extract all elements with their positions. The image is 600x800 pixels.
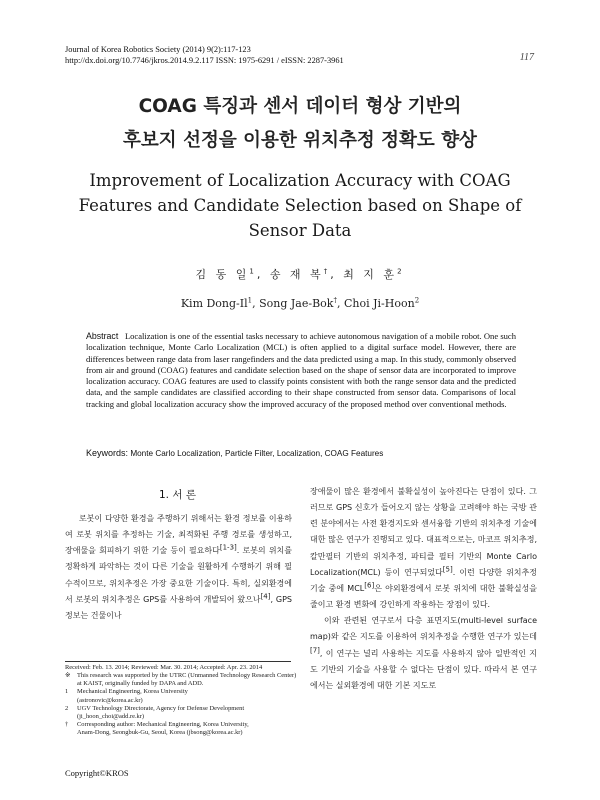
citation-ref: [5] bbox=[442, 565, 453, 574]
affiliation-mark: 2 bbox=[397, 267, 405, 276]
keywords-text: Monte Carlo Localization, Particle Filter, Localization, COAG Features bbox=[130, 449, 384, 458]
body-column-right bbox=[310, 484, 537, 694]
affiliation-note-1 bbox=[65, 688, 297, 704]
citation-ref: [4] bbox=[260, 592, 271, 601]
citation-ref: [6] bbox=[364, 581, 375, 590]
note-mark: † bbox=[65, 721, 69, 729]
section-heading: 1. 서 론 bbox=[159, 489, 196, 501]
abstract-label: Abstract bbox=[86, 331, 119, 341]
text-run: 은 야외환경에서 로봇 위치에 대한 불확실성을 줄이고 환경 변화에 강인하게 작용하는 장점이 있다. bbox=[310, 583, 538, 610]
paragraph bbox=[310, 484, 537, 613]
korean-title-line-2: 후보지 선정을 이용한 위치추정 정확도 향상 bbox=[123, 130, 477, 151]
keywords bbox=[86, 448, 526, 458]
author-3-english: Choi Ji-Hoon bbox=[343, 297, 415, 310]
author-1-korean: 김 동 일 bbox=[195, 268, 250, 281]
english-authors: Kim Dong-Il$^1$, Song Jae-Bok†, Choi Ji-Hoon$^2$ bbox=[180, 296, 420, 310]
doi-issn-line: http://dx.doi.org/10.7746/jkros.2014.9.2.117 ISSN: 1975-6291 / eISSN: 2287-3961 bbox=[65, 56, 344, 65]
abstract-text: Localization is one of the essential tasks necessary to achieve autonomous navigation of a mobile robot. One such localization technique, Monte Carlo Localization (MCL) is often applied to a digital surface model. However, there are differences between range data from laser rangefinders and the data predicted using a map. In this study, commonly observed from air and ground (COAG) features and candidate selection based on the shape of sensor data are incorporated to improve localization accuracy. COAG features are used to classify points consistent with both the range sensor data and the predicted data, and the sample candidates are classified according to their shape constructed from sensor data. Comparisons of local tracking and global localization accuracy show the improved accuracy of the proposed method over conventional methods. bbox=[86, 331, 516, 409]
note-mark: ※ bbox=[65, 672, 71, 680]
received-dates: Received: Feb. 13. 2014; Reviewed: Mar. 30. 2014; Accepted: Apr. 23. 2014 bbox=[65, 664, 263, 671]
note-text: UGV Technology Directorate, Agency for Defense Development bbox=[77, 704, 245, 712]
affiliation-mark: 1 bbox=[249, 267, 257, 276]
note-text: Anam-Dong, Seongbuk-Gu, Seoul, Korea (jbsong@korea.ac.kr) bbox=[77, 729, 243, 737]
english-title-line-3: Sensor Data bbox=[248, 221, 352, 240]
affiliation-mark: 2 bbox=[414, 296, 420, 305]
journal-header bbox=[65, 44, 344, 66]
author-3-korean: 최 지 훈 bbox=[343, 268, 398, 281]
korean-authors: 김 동 일$^1$, 송 재 복†, 최 지 훈$^2$ bbox=[195, 267, 405, 281]
citation-ref: [1-3] bbox=[219, 543, 237, 552]
footnote-rule bbox=[65, 661, 291, 662]
funding-note bbox=[65, 672, 297, 688]
body-column-left bbox=[65, 511, 292, 624]
text-run: 장애물이 많은 환경에서 불확실성이 높아진다는 단점이 있다. 그러므로 GPS 신호가 들어오지 않는 상황을 고려해야 하는 국방 관련 분야에서는 사전 환경지도와 센서융합 기반의 위치추정 기술에 대한 많은 연구가 진행되고 있다. 대표적으로는, 마코프 위치추정, 칼만필터 기반의 위치추정, 파티클 필터 기반의 Monte Carlo Localization(MCL) 등이 연구되었다 bbox=[310, 487, 537, 577]
note-text: Mechanical Engineering, Korea University bbox=[77, 688, 188, 696]
note-email: (ji_hoon_choi@add.re.kr) bbox=[77, 712, 145, 720]
keywords-label: Keywords: bbox=[86, 448, 129, 458]
text-run: 이와 관련된 연구로서 다층 표면지도(multi-level surface map)와 같은 지도를 이용하여 위치추정을 수행한 연구가 있는데 bbox=[310, 616, 537, 642]
text-run: . 로봇의 위치를 정확하게 파악하는 것이 다른 기술을 원활하게 수행하기 위해 필수적이므로, 위치추정은 가장 중요한 기술이다. 특히, 실외환경에서 로봇의 위치추정은 GPS를 사용하여 개발되어 왔으나 bbox=[65, 546, 292, 604]
text-run: , GPS 정보는 건물이나 bbox=[65, 594, 292, 620]
affiliation-mark: † bbox=[323, 267, 331, 276]
author-2-korean: 송 재 복 bbox=[269, 268, 324, 281]
english-title-line-2: Features and Candidate Selection based on Shape of bbox=[78, 196, 522, 215]
english-title bbox=[0, 168, 600, 243]
paragraph bbox=[65, 511, 292, 624]
author-2-english: Song Jae-Bok bbox=[259, 297, 334, 310]
text-run: , 이 연구는 널리 사용하는 지도를 사용하지 않아 일반적인 지도 기반의 기술을 사용할 수 없다는 단점이 있다. 따라서 본 연구에서는 실외환경에 대한 기본 지도로 bbox=[310, 648, 537, 690]
corresponding-author-note bbox=[65, 721, 297, 737]
page-number: 117 bbox=[519, 52, 534, 63]
footnotes bbox=[65, 664, 297, 737]
journal-citation: Journal of Korea Robotics Society (2014) 9(2):117-123 bbox=[65, 45, 251, 54]
abstract bbox=[86, 331, 516, 410]
note-email: (astronovic@korea.ac.kr) bbox=[77, 696, 143, 704]
citation-ref: [7] bbox=[310, 645, 320, 654]
copyright: Copyright©KROS bbox=[65, 768, 129, 778]
note-mark: 2 bbox=[65, 704, 69, 712]
text-run: 로봇이 다양한 환경을 주행하기 위해서는 환경 정보를 이용하여 로봇 위치를 추정하는 기술, 최적화된 주행 경로를 생성하고, 장애물을 회피하기 위한 기술 등이 필요하다 bbox=[65, 514, 292, 556]
author-1-english: Kim Dong-Il bbox=[180, 297, 248, 310]
affiliation-mark: † bbox=[333, 296, 337, 305]
affiliation-note-2 bbox=[65, 705, 297, 721]
note-mark: 1 bbox=[65, 688, 69, 696]
english-title-line-1: Improvement of Localization Accuracy with COAG bbox=[89, 171, 511, 190]
korean-title-line-1: COAG 특징과 센서 데이터 형상 기반의 bbox=[138, 96, 462, 117]
affiliation-mark: 1 bbox=[247, 296, 253, 305]
paragraph bbox=[310, 613, 537, 694]
note-text: Corresponding author: Mechanical Engineering, Korea University, bbox=[77, 721, 249, 729]
note-text: This research was supported by the UTRC (Unmanned Technology Research Center) at KAIST, originally funded by DAPA and ADD. bbox=[77, 672, 297, 688]
text-run: . 이런 다양한 위치추정 기술 중에 MCL bbox=[310, 567, 537, 593]
